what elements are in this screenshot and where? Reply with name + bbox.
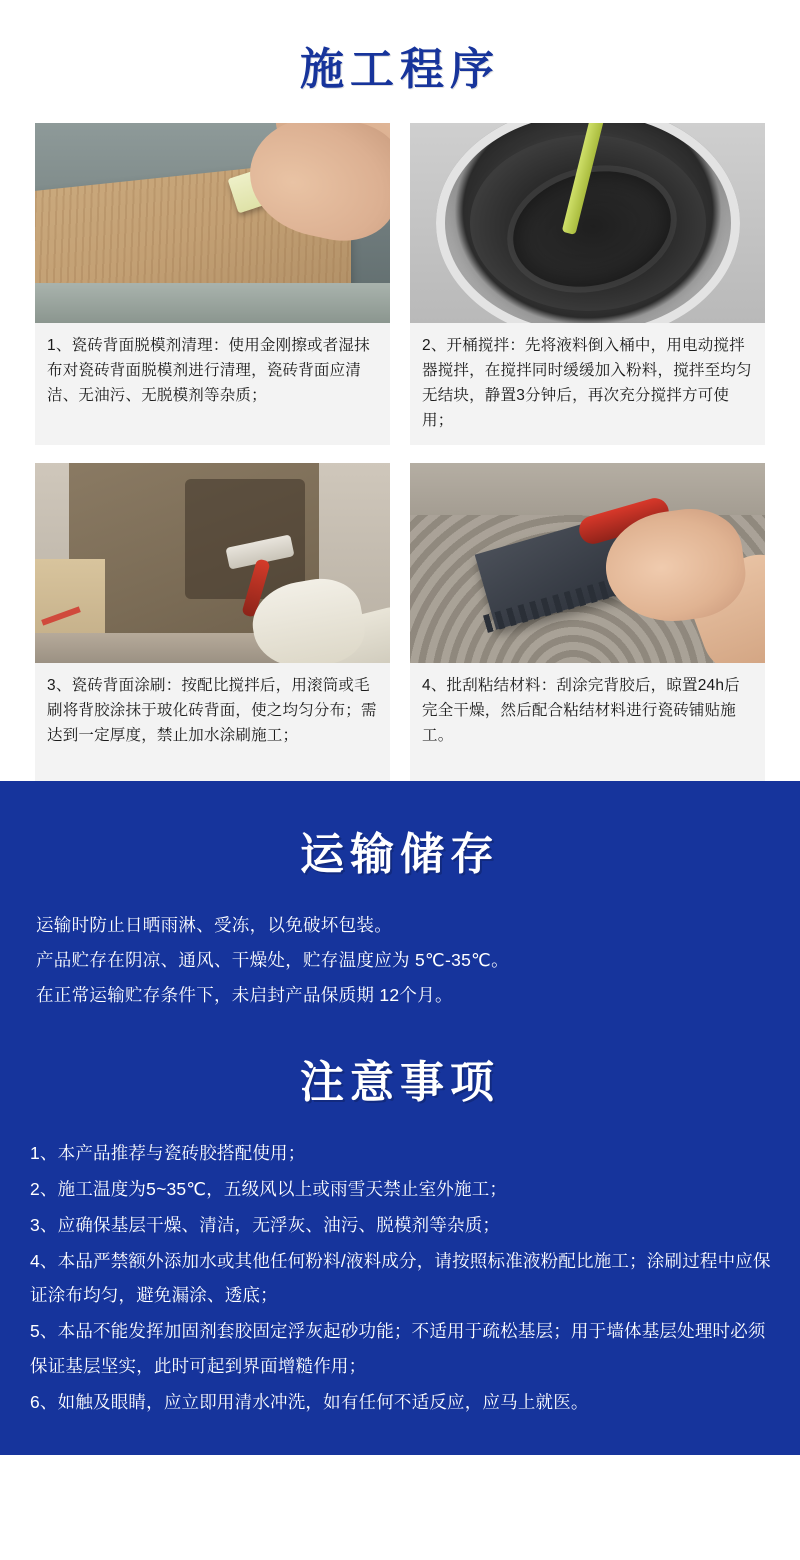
notice-item: 2、施工温度为5~35℃，五级风以上或雨雪天禁止室外施工； xyxy=(30,1178,508,1199)
procedure-step-card-3 xyxy=(35,463,390,781)
transport-line: 产品贮存在阴凉、通风、干燥处，贮存温度应为 5℃-35℃。 xyxy=(36,950,509,971)
notice-item: 5、本品不能发挥加固剂套胶固定浮灰起砂功能；不适用于疏松基层；用于墙体基层处理时必须保证基层坚实，此时可起到界面增糙作用； xyxy=(30,1321,766,1376)
procedure-step-caption: 2、开桶搅拌：先将液料倒入桶中，用电动搅拌器搅拌，在搅拌同时缓缓加入粉料，搅拌至均匀无结块，静置3分钟后，再次充分搅拌方可使用； xyxy=(422,336,752,430)
procedure-title: 施工程序 xyxy=(300,45,500,94)
transport-and-notice-section xyxy=(0,781,800,1455)
notice-item: 4、本品严禁额外添加水或其他任何粉料/液料成分，请按照标准液粉配比施工；涂刷过程中应保证涂布均匀，避免漏涂、透底； xyxy=(30,1251,771,1306)
procedure-step-card-4 xyxy=(410,463,765,781)
notice-list xyxy=(0,1136,800,1419)
notice-block xyxy=(0,1013,800,1419)
procedure-step-caption: 3、瓷砖背面涂刷：按配比搅拌后，用滚筒或毛刷将背胶涂抹于玻化砖背面，使之均匀分布；需达到一定厚度，禁止加水涂刷施工； xyxy=(47,677,377,745)
procedure-steps-grid xyxy=(35,123,765,781)
transport-body xyxy=(0,908,800,1013)
procedure-step-caption: 1、瓷砖背面脱模剂清理：使用金刚擦或者湿抹布对瓷砖背面脱模剂进行清理，瓷砖背面应清洁、无油污、无脱模剂等杂质； xyxy=(47,336,370,405)
bucket-mixing-photo xyxy=(410,123,765,323)
notice-title: 注意事项 xyxy=(300,1058,500,1108)
transport-line: 在正常运输贮存条件下，未启封产品保质期 12个月。 xyxy=(36,985,453,1006)
procedure-step-card-1 xyxy=(35,123,390,445)
procedure-step-card-2 xyxy=(410,123,765,445)
notice-item: 1、本产品推荐与瓷砖胶搭配使用； xyxy=(30,1142,306,1163)
procedure-step-caption: 4、批刮粘结材料：刮涂完背胶后，晾置24h后完全干燥，然后配合粘结材料进行瓷砖铺贴施工。 xyxy=(422,677,740,745)
brush-cleaning-tile-back-photo xyxy=(35,123,390,323)
notice-item: 3、应确保基层干燥、清洁，无浮灰、油污、脱模剂等杂质； xyxy=(30,1215,501,1236)
roller-coating-tile-back-photo xyxy=(35,463,390,663)
transport-line: 运输时防止日晒雨淋、受冻，以免破坏包装。 xyxy=(36,915,392,936)
transport-title: 运输储存 xyxy=(300,830,500,880)
notched-trowel-adhesive-photo xyxy=(410,463,765,663)
notice-item: 6、如触及眼睛，应立即用清水冲洗，如有任何不适反应，应马上就医。 xyxy=(30,1391,589,1412)
